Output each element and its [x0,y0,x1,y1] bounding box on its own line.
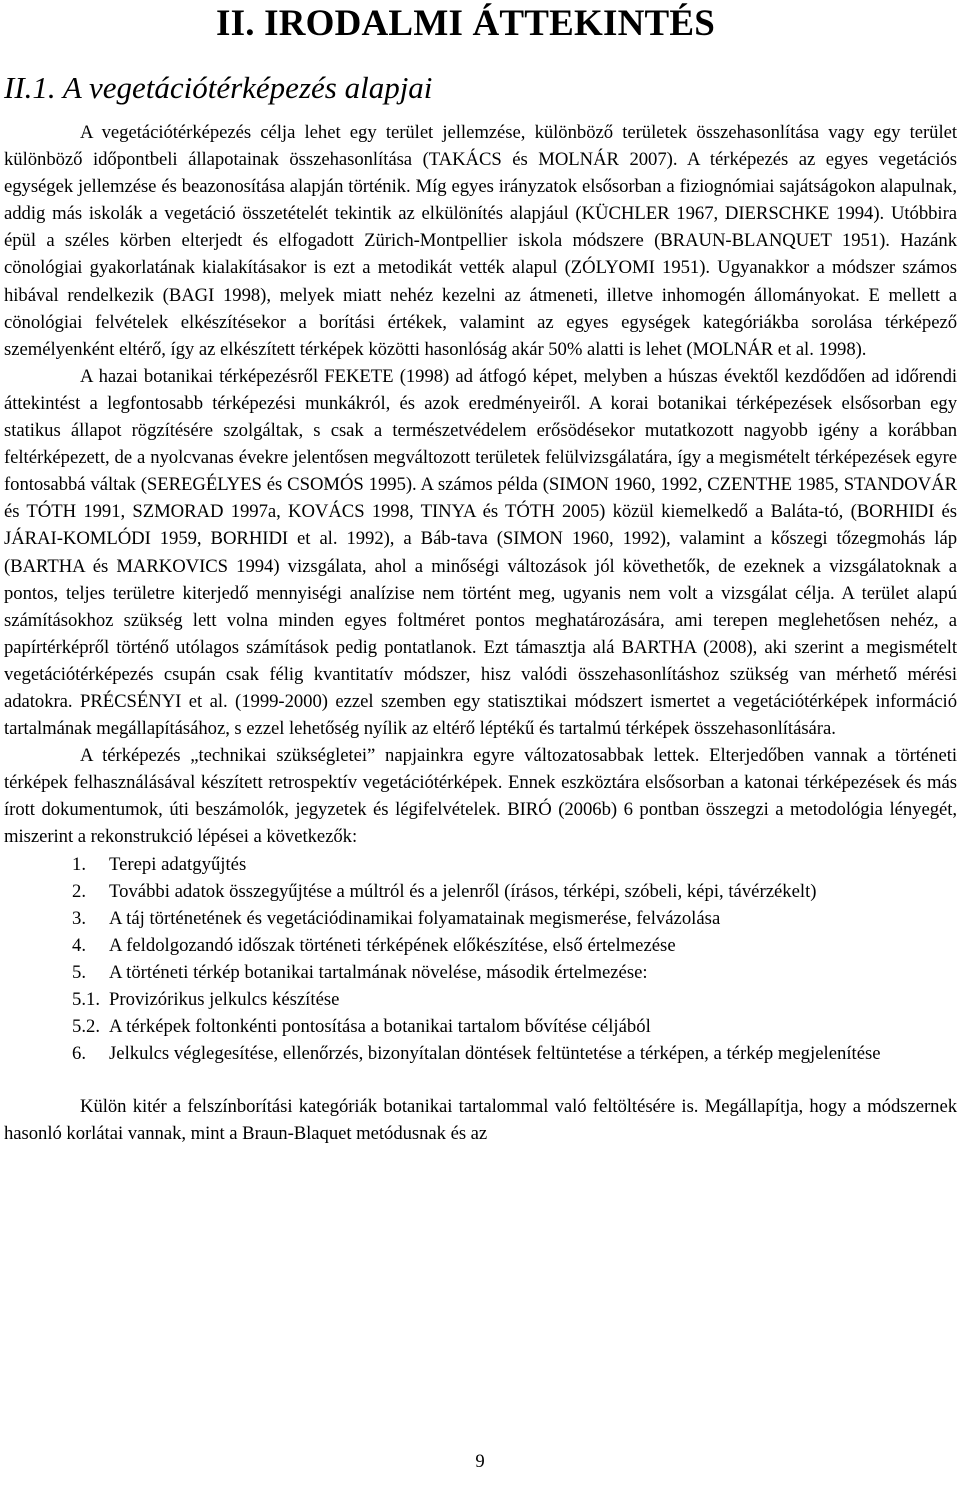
list-text: A térképek foltonkénti pontosítása a botanikai tartalom bővítése céljából [109,1016,651,1038]
list-number: 2. [72,880,87,902]
list-item [4,959,957,986]
list-text: Jelkulcs véglegesítése, ellenőrzés, bizonyítalan döntések feltüntetése a térképen, a térkép megjelenítése [109,1043,881,1065]
list-item [4,1040,957,1067]
list-item [4,878,957,905]
list-text: További adatok összegyűjtése a múltról és a jelenről (írásos, térképi, szóbeli, képi, távérzékelt) [109,880,817,902]
paragraph-methods: A térképezés „technikai szükségletei” napjainkra egyre változatosabbak lettek. Elterjedőben vannak a történeti térképek felhasználásával készített retrospektív vegetációtérképek. Ennek eszköztára elsősorban a katonai térképezések és más írott dokumentumok, úti beszámolók, jegyzetek és légifelvételek. BIRÓ (2006b) 6 pontban összegzi a metodológia lényegét, miszerint a rekonstrukció lépései a következők: [4,745,957,848]
chapter-title: II. IRODALMI ÁTTEKINTÉS [216,3,716,44]
section-title: II.1. A vegetációtérképezés alapjai [4,70,433,105]
list-item [4,986,957,1013]
body-text [4,119,957,1147]
list-item [4,932,957,959]
paragraph-spacer [4,1067,957,1093]
list-text: A történeti térkép botanikai tartalmának növelése, második értelmezése: [109,961,648,983]
list-text: Terepi adatgyűjtés [109,853,247,875]
list-number: 1. [72,853,87,875]
page-number: 9 [475,1451,485,1472]
list-text: A feldolgozandó időszak történeti térképének előkészítése, első értelmezése [109,934,676,956]
paragraph-closing: Külön kitér a felszínborítási kategóriák botanikai tartalommal való feltöltésére is. Megállapítja, hogy a módszernek hasonló korlátai vannak, mint a Braun-Blaquet metódusnak és az [4,1096,957,1145]
paragraph-intro: A vegetációtérképezés célja lehet egy terület jellemzése, különböző területek összehasonlítása vagy egy terület különböző időpontbeli állapotainak összehasonlítása (TAKÁCS és MOLNÁR 2007). A térképezés az egyes vegetációs egységek jellemzése és beazonosítása alapján történik. Míg egyes irányzatok elsősorban a fiziognómiai sajátságokon alapulnak, addig más iskolák a vegetáció összetételét tekintik az elkülönítés alapjául (KÜCHLER 1967, DIERSCHKE 1994). Utóbbira épül a széles körben elterjedt és elfogadott Zürich-Montpellier iskola módszere (BRAUN-BLANQUET 1951). Hazánk cönológiai gyakorlatának kialakításakor is ezt a metodikát vették alapul (ZÓLYOMI 1951). Ugyanakkor a módszer számos hibával rendelkezik (BAGI 1998), melyek miatt nehéz kezelni az átmeneti, illetve inhomogén állományokat. E mellett a cönológiai felvételek elkészítésekor a borítási értékek, valamint az egyes egységek kategóriákba sorolása térképező személyenként eltérő, így az elkészített térképek közötti hasonlóság akár 50% alatti is lehet (MOLNÁR et al. 1998). [4,122,957,360]
list-number: 5.2. [72,1016,101,1038]
list-number: 5.1. [72,989,101,1010]
list-text: A táj történetének és vegetációdinamikai folyamatainak megismerése, felvázolása [109,907,721,929]
list-number: 5. [72,961,87,983]
reconstruction-steps-list [4,851,957,1068]
paragraph-history: A hazai botanikai térképezésről FEKETE (1998) ad átfogó képet, melyben a húszas évektől kezdődően ad időrendi áttekintést a legfontosabb térképezési munkákról, és azok eredményeiről. A korai botanikai térképezések elsősorban egy statikus állapot rögzítésére szolgáltak, s csak a természetvédelem erősödésekor mutatkozott nagyobb igény a korábban feltérképezett, de a nyolcvanas évekre jelentősen megváltozott területek felülvizsgálatára, így a megismételt térképezések egyre fontosabbá váltak (SEREGÉLYES és CSOMÓS 1995). A számos példa (SIMON 1960, 1992, CZENTHE 1985, STANDOVÁR és TÓTH 1991, SZMORAD 1997a, KOVÁCS 1998, TINYA és TÓTH 2005) közül kiemelkedő a Baláta-tó, (BORHIDI és JÁRAI-KOMLÓDI 1959, BORHIDI et al. 1992), a Báb-tava (SIMON 1960, 1992), valamint a kőszegi tőzegmohás láp (BARTHA és MARKOVICS 1994) vizsgálata, ahol a minőségi változások jól követhetők, de ezeknek a vizsgálatoknak a pontos, teljes területre kiterjedő mennyiségi analízise nem történt meg, ugyanis nem volt a vizsgálat célja. A terület alapú számításokhoz szükség lett volna minden egyes foltméret pontos meghatározására, ami terepen meglehetősen nehéz, a papírtérképről történő utólagos számítások pedig pontatlanok. Ezt támasztja alá BARTHA (2008), aki szerint a megismételt vegetációtérképezés csupán csak félig kvantitatív módszer, hisz valódi összehasonlításhoz szükség van mérhető mérési adatokra. PRÉCSÉNYI et al. (1999-2000) ezzel szemben egy statisztikai módszert ismertet a vegetációtérképek információ tartalmának megállapításához, s ezzel lehetőség nyílik az eltérő léptékű és tartalmú térképek összehasonlítására. [4,365,957,740]
list-number: 3. [72,907,87,929]
list-number: 4. [72,934,87,956]
list-item [4,1013,957,1040]
list-text: Provizórikus jelkulcs készítése [109,989,340,1010]
list-item [4,851,957,878]
list-item [4,905,957,932]
list-number: 6. [72,1043,87,1065]
